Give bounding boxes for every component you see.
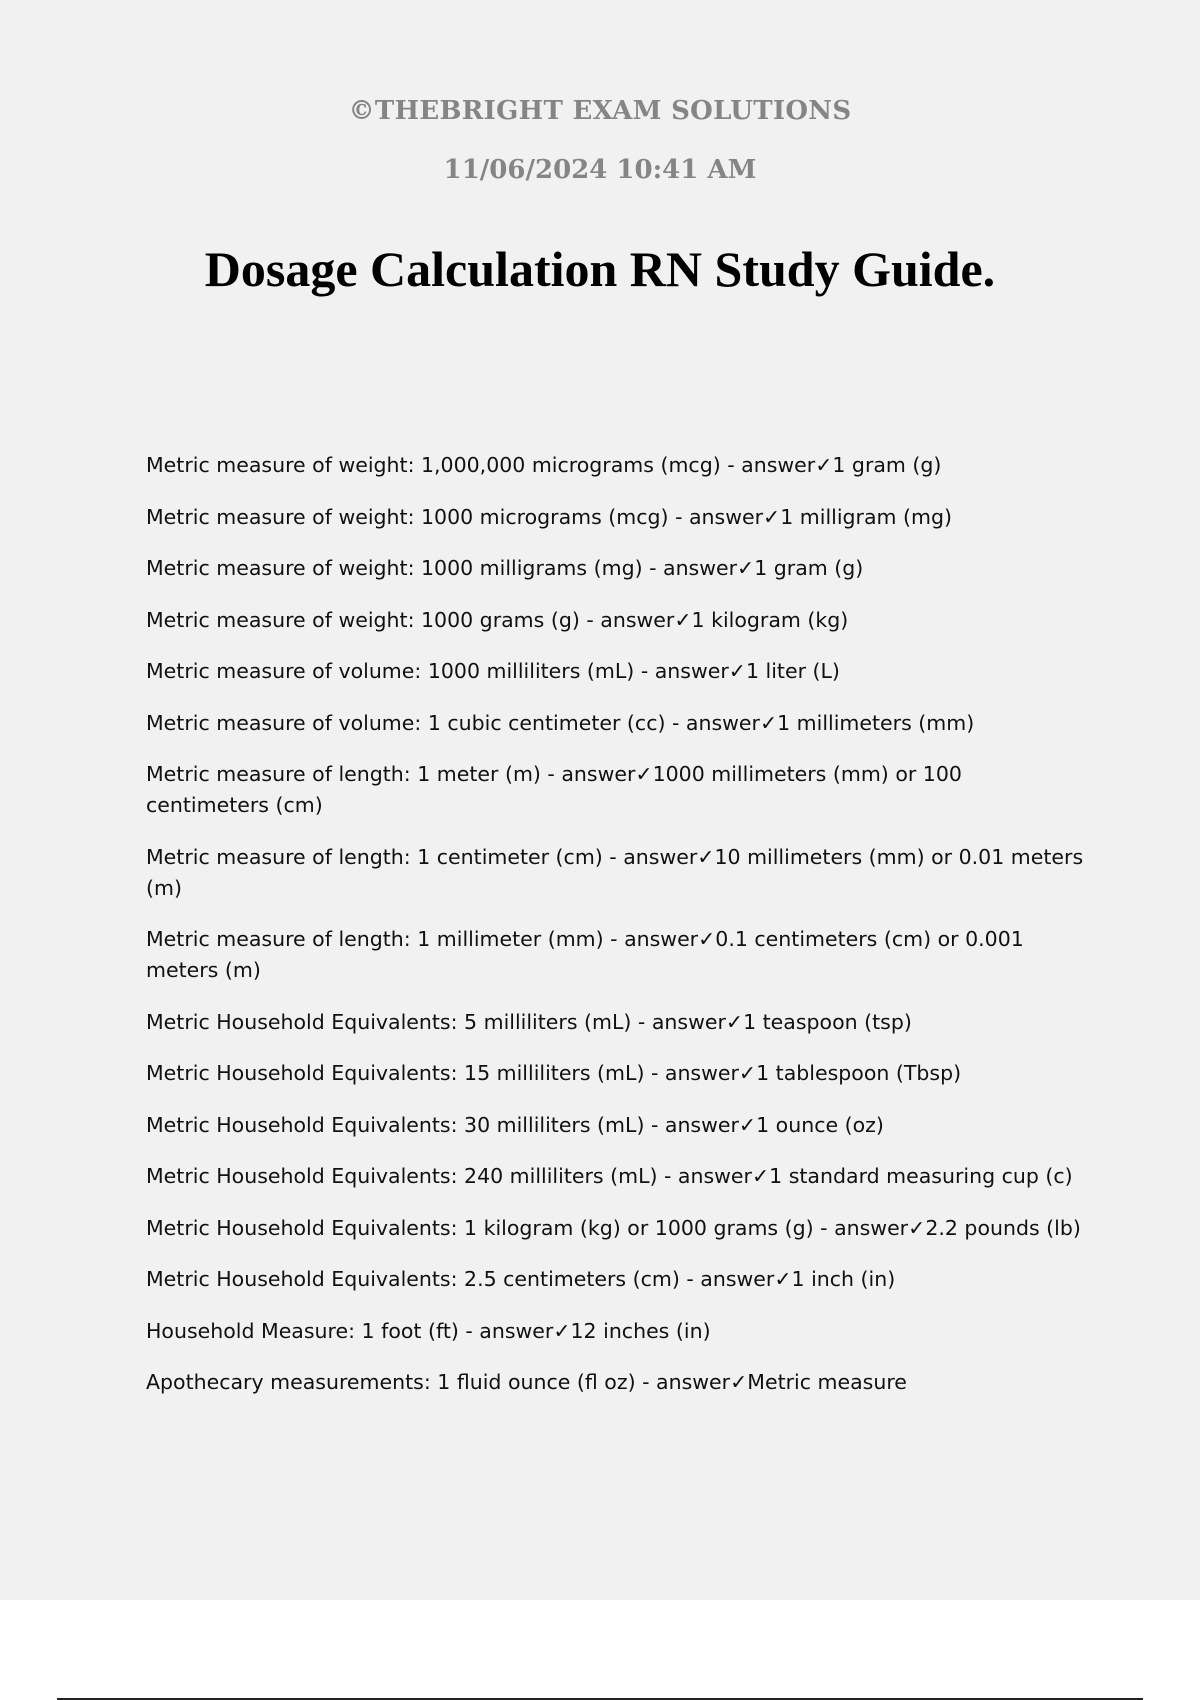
question-text: Metric measure of volume: 1000 milliliters (mL) - answer <box>146 659 729 683</box>
question-text: Metric Household Equivalents: 1 kilogram (kg) or 1000 grams (g) - answer <box>146 1215 909 1240</box>
answer-text: 1 millimeters (mm) <box>777 710 975 735</box>
checkmark-icon: ✓ <box>908 1215 926 1240</box>
answer-text: Metric measure <box>747 1370 907 1394</box>
checkmark-icon: ✓ <box>698 927 716 951</box>
question-text: Metric Household Equivalents: 30 milliliters (mL) - answer <box>146 1112 739 1137</box>
page-title: Dosage Calculation RN Study Guide. <box>204 241 996 297</box>
list-item <box>146 1367 1086 1398</box>
checkmark-icon: ✓ <box>815 453 833 477</box>
checkmark-icon: ✓ <box>635 762 653 786</box>
list-item <box>146 450 1086 481</box>
question-text: Metric measure of length: 1 meter (m) - answer <box>146 762 636 786</box>
checkmark-icon: ✓ <box>674 607 692 632</box>
answer-text: 1 gram (g) <box>832 453 942 477</box>
answer-text: 1 liter (L) <box>745 659 840 683</box>
list-item <box>146 1161 1086 1192</box>
list-item <box>146 708 1086 739</box>
checkmark-icon: ✓ <box>774 1267 792 1291</box>
checkmark-icon: ✓ <box>738 1061 757 1085</box>
list-item <box>146 759 1086 821</box>
answer-text: 1 milligram (mg) <box>780 504 952 529</box>
question-text: Apothecary measurements: 1 fluid ounce (fl oz) - answer <box>146 1370 731 1394</box>
answer-text: 1 teaspoon (tsp) <box>743 1009 912 1034</box>
list-item <box>146 842 1086 904</box>
question-text: Metric measure of length: 1 millimeter (mm) - answer <box>146 927 699 951</box>
question-text: Metric measure of weight: 1000 micrograms (mcg) - answer <box>146 504 764 529</box>
answer-text: 1 standard measuring cup (c) <box>769 1164 1073 1188</box>
list-item <box>146 553 1086 584</box>
checkmark-icon: ✓ <box>751 1164 770 1188</box>
copyright-header: ©THEBRIGHT EXAM SOLUTIONS <box>348 96 852 126</box>
checkmark-icon: ✓ <box>737 556 755 580</box>
question-text: Metric Household Equivalents: 240 milliliters (mL) - answer <box>146 1164 752 1188</box>
checkmark-icon: ✓ <box>730 1370 748 1394</box>
question-text: Metric measure of volume: 1 cubic centimeter (cc) - answer <box>146 710 760 735</box>
list-item <box>146 1110 1086 1141</box>
list-item <box>146 605 1086 636</box>
question-text: Metric measure of weight: 1000 milligrams (mg) - answer <box>146 556 738 580</box>
checkmark-icon: ✓ <box>738 1112 757 1137</box>
answer-text: 1 kilogram (kg) <box>691 607 849 632</box>
answer-text: 1 inch (in) <box>791 1267 896 1291</box>
list-item <box>146 1007 1086 1038</box>
list-item <box>146 1058 1086 1089</box>
checkmark-icon: ✓ <box>763 504 781 529</box>
list-item <box>146 1213 1086 1244</box>
answer-text: 10 millimeters (mm) or 0.01 meters (m) <box>146 844 1084 900</box>
list-item <box>146 1264 1086 1295</box>
checkmark-icon: ✓ <box>697 844 715 869</box>
question-text: Metric Household Equivalents: 5 milliliters (mL) - answer <box>146 1009 726 1034</box>
checkmark-icon: ✓ <box>725 1009 744 1034</box>
answer-text: 2.2 pounds (lb) <box>925 1215 1081 1240</box>
list-item <box>146 924 1086 986</box>
checkmark-icon: ✓ <box>553 1318 571 1343</box>
answer-text: 1000 millimeters (mm) or 100 centimeters (cm) <box>146 762 962 817</box>
list-item <box>146 1316 1086 1347</box>
answer-text: 12 inches (in) <box>570 1318 711 1343</box>
question-text: Household Measure: 1 foot (ft) - answer <box>146 1318 554 1343</box>
question-text: Metric measure of length: 1 centimeter (cm) - answer <box>146 844 698 869</box>
question-text: Metric Household Equivalents: 15 milliliters (mL) - answer <box>146 1061 739 1085</box>
answer-text: 1 gram (g) <box>754 556 864 580</box>
answer-text: 0.1 centimeters (cm) or 0.001 meters (m) <box>146 927 1024 982</box>
answer-text: 1 ounce (oz) <box>756 1112 884 1137</box>
checkmark-icon: ✓ <box>759 710 778 735</box>
question-text: Metric Household Equivalents: 2.5 centimeters (cm) - answer <box>146 1267 775 1291</box>
timestamp-header: 11/06/2024 10:41 AM <box>443 155 757 185</box>
qa-list <box>146 450 1086 1419</box>
answer-text: 1 tablespoon (Tbsp) <box>756 1061 962 1085</box>
question-text: Metric measure of weight: 1000 grams (g) - answer <box>146 607 675 632</box>
list-item <box>146 502 1086 533</box>
checkmark-icon: ✓ <box>728 659 746 683</box>
list-item <box>146 656 1086 687</box>
question-text: Metric measure of weight: 1,000,000 micrograms (mcg) - answer <box>146 453 816 477</box>
